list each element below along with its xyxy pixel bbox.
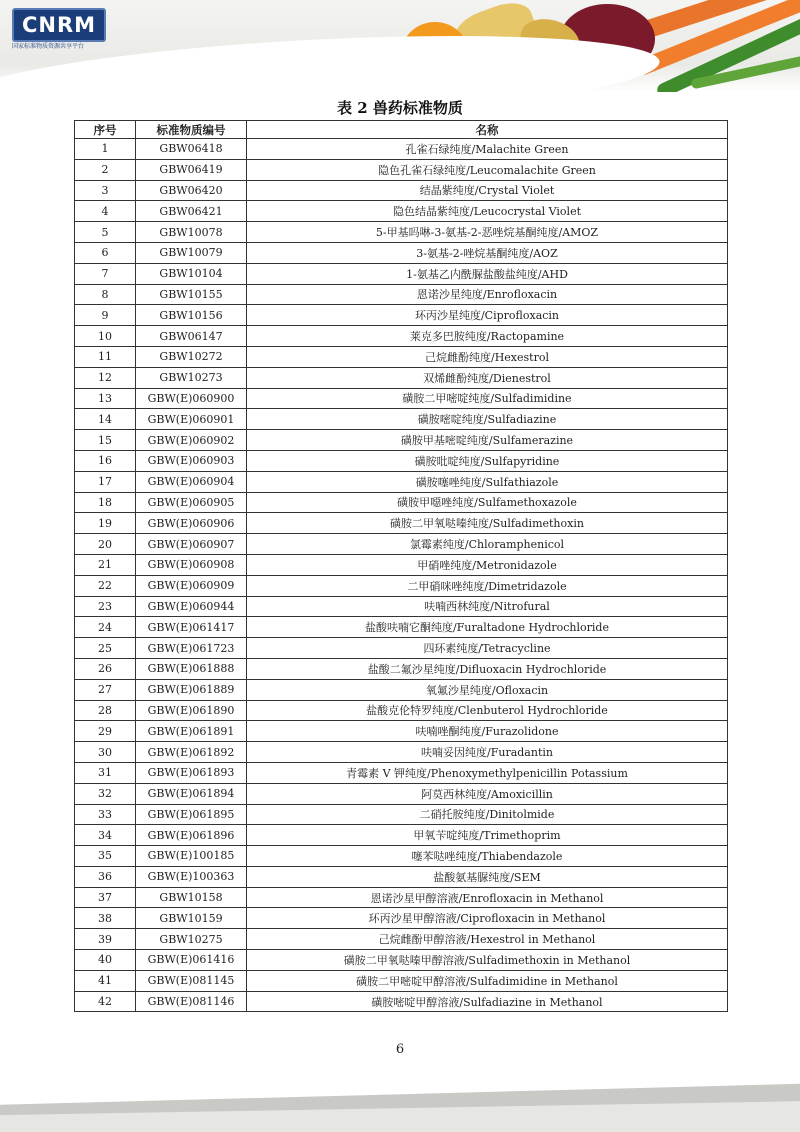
row-index: 35 [75,846,136,867]
table-row [75,825,728,846]
row-index: 18 [75,492,136,513]
row-index: 20 [75,534,136,555]
material-code: GBW(E)061417 [136,617,247,638]
material-name: 环丙沙星甲醇溶液/Ciprofloxacin in Methanol [247,908,728,929]
material-name: 磺胺嘧啶甲醇溶液/Sulfadiazine in Methanol [247,991,728,1012]
material-name: 莱克多巴胺纯度/Ractopamine [247,326,728,347]
row-index: 42 [75,991,136,1012]
table-row [75,575,728,596]
table-row [75,450,728,471]
row-index: 24 [75,617,136,638]
table-row [75,742,728,763]
material-code: GBW(E)061893 [136,762,247,783]
material-code: GBW(E)060907 [136,534,247,555]
material-name: 隐色结晶紫纯度/Leucocrystal Violet [247,201,728,222]
row-index: 31 [75,762,136,783]
table-row [75,534,728,555]
table-row [75,388,728,409]
material-code: GBW10104 [136,263,247,284]
material-name: 青霉素 V 钾纯度/Phenoxymethylpenicillin Potassium [247,762,728,783]
page-header [0,0,800,92]
material-code: GBW(E)061888 [136,658,247,679]
row-index: 21 [75,554,136,575]
row-index: 14 [75,409,136,430]
material-code: GBW10272 [136,346,247,367]
row-index: 22 [75,575,136,596]
material-code: GBW(E)081145 [136,970,247,991]
material-name: 盐酸呋喃它酮纯度/Furaltadone Hydrochloride [247,617,728,638]
logo-text: CNRM [12,8,106,42]
material-code: GBW(E)060905 [136,492,247,513]
material-code: GBW06421 [136,201,247,222]
cnrm-logo [12,8,128,48]
material-name: 磺胺二甲嘧啶纯度/Sulfadimidine [247,388,728,409]
table-row [75,159,728,180]
material-name: 磺胺甲噁唑纯度/Sulfamethoxazole [247,492,728,513]
row-index: 40 [75,950,136,971]
table-row [75,284,728,305]
material-code: GBW10156 [136,305,247,326]
material-name: 磺胺嘧啶纯度/Sulfadiazine [247,409,728,430]
table-row [75,180,728,201]
table-row [75,430,728,451]
row-index: 11 [75,346,136,367]
table-row [75,679,728,700]
material-name: 甲硝唑纯度/Metronidazole [247,554,728,575]
material-code: GBW(E)060908 [136,554,247,575]
row-index: 37 [75,887,136,908]
row-index: 30 [75,742,136,763]
material-name: 隐色孔雀石绿纯度/Leucomalachite Green [247,159,728,180]
material-code: GBW(E)061891 [136,721,247,742]
material-name: 四环素纯度/Tetracycline [247,638,728,659]
material-code: GBW06420 [136,180,247,201]
row-index: 34 [75,825,136,846]
table-row [75,908,728,929]
row-index: 38 [75,908,136,929]
row-index: 4 [75,201,136,222]
table-header-row [75,121,728,139]
material-code: GBW(E)061723 [136,638,247,659]
material-name: 氯霉素纯度/Chloramphenicol [247,534,728,555]
table-row [75,617,728,638]
material-name: 甲氧苄啶纯度/Trimethoprim [247,825,728,846]
material-code: GBW(E)060904 [136,471,247,492]
table-row [75,991,728,1012]
row-index: 23 [75,596,136,617]
column-header-code: 标准物质编号 [136,121,247,139]
table-title: 表 2 兽药标准物质 [337,99,463,117]
row-index: 2 [75,159,136,180]
material-name: 阿莫西林纯度/Amoxicillin [247,783,728,804]
table-row [75,700,728,721]
row-index: 5 [75,222,136,243]
row-index: 28 [75,700,136,721]
table-row [75,804,728,825]
row-index: 17 [75,471,136,492]
material-code: GBW10078 [136,222,247,243]
material-code: GBW(E)060906 [136,513,247,534]
material-name: 恩诺沙星纯度/Enrofloxacin [247,284,728,305]
material-name: 环丙沙星纯度/Ciprofloxacin [247,305,728,326]
logo-subtitle: 国家标准物质资源共享平台 [12,43,85,50]
row-index: 15 [75,430,136,451]
table-row [75,950,728,971]
material-name: 磺胺二甲嘧啶甲醇溶液/Sulfadimidine in Methanol [247,970,728,991]
table-row [75,513,728,534]
material-code: GBW(E)061416 [136,950,247,971]
material-name: 孔雀石绿纯度/Malachite Green [247,139,728,160]
material-name: 氧氟沙星纯度/Ofloxacin [247,679,728,700]
column-header-index: 序号 [75,121,136,139]
column-header-name: 名称 [247,121,728,139]
material-name: 磺胺吡啶纯度/Sulfapyridine [247,450,728,471]
page-number: 6 [395,1042,405,1057]
row-index: 12 [75,367,136,388]
material-code: GBW(E)060944 [136,596,247,617]
table-row [75,638,728,659]
table-row [75,846,728,867]
table-row [75,721,728,742]
material-name: 双烯雌酚纯度/Dienestrol [247,367,728,388]
material-name: 磺胺二甲氧哒嗪纯度/Sulfadimethoxin [247,513,728,534]
table-row [75,242,728,263]
row-index: 3 [75,180,136,201]
material-code: GBW(E)081146 [136,991,247,1012]
material-code: GBW(E)100185 [136,846,247,867]
table-row [75,596,728,617]
material-name: 1-氨基乙内酰脲盐酸盐纯度/AHD [247,263,728,284]
material-name: 结晶紫纯度/Crystal Violet [247,180,728,201]
table-row [75,263,728,284]
material-code: GBW(E)061889 [136,679,247,700]
material-code: GBW(E)061895 [136,804,247,825]
material-name: 5-甲基吗啉-3-氨基-2-恶唑烷基酮纯度/AMOZ [247,222,728,243]
material-code: GBW(E)060900 [136,388,247,409]
table-row [75,658,728,679]
material-name: 己烷雌酚纯度/Hexestrol [247,346,728,367]
row-index: 16 [75,450,136,471]
material-code: GBW06419 [136,159,247,180]
material-code: GBW(E)100363 [136,866,247,887]
table-row [75,367,728,388]
material-code: GBW(E)061896 [136,825,247,846]
material-code: GBW(E)060902 [136,430,247,451]
row-index: 29 [75,721,136,742]
material-code: GBW10079 [136,242,247,263]
row-index: 25 [75,638,136,659]
row-index: 27 [75,679,136,700]
table-row [75,471,728,492]
material-name: 磺胺噻唑纯度/Sulfathiazole [247,471,728,492]
material-name: 二硝托胺纯度/Dinitolmide [247,804,728,825]
material-name: 噻苯哒唑纯度/Thiabendazole [247,846,728,867]
table-row [75,866,728,887]
material-name: 盐酸克伦特罗纯度/Clenbuterol Hydrochloride [247,700,728,721]
material-name: 磺胺二甲氧哒嗪甲醇溶液/Sulfadimethoxin in Methanol [247,950,728,971]
table-row [75,326,728,347]
material-code: GBW10273 [136,367,247,388]
material-code: GBW10275 [136,929,247,950]
material-name: 盐酸氨基脲纯度/SEM [247,866,728,887]
row-index: 26 [75,658,136,679]
row-index: 7 [75,263,136,284]
material-code: GBW(E)061894 [136,783,247,804]
table-body [75,139,728,1012]
row-index: 19 [75,513,136,534]
material-name: 呋喃唑酮纯度/Furazolidone [247,721,728,742]
material-code: GBW10158 [136,887,247,908]
table-row [75,409,728,430]
material-name: 恩诺沙星甲醇溶液/Enrofloxacin in Methanol [247,887,728,908]
row-index: 1 [75,139,136,160]
material-name: 二甲硝咪唑纯度/Dimetridazole [247,575,728,596]
row-index: 13 [75,388,136,409]
table-row [75,201,728,222]
table-row [75,970,728,991]
table-row [75,492,728,513]
material-code: GBW06418 [136,139,247,160]
material-name: 己烷雌酚甲醇溶液/Hexestrol in Methanol [247,929,728,950]
material-code: GBW(E)061890 [136,700,247,721]
material-code: GBW(E)061892 [136,742,247,763]
row-index: 10 [75,326,136,347]
table-row [75,305,728,326]
material-code: GBW(E)060903 [136,450,247,471]
table-row [75,554,728,575]
material-name: 磺胺甲基嘧啶纯度/Sulfamerazine [247,430,728,451]
material-code: GBW10159 [136,908,247,929]
material-name: 盐酸二氟沙星纯度/Difluoxacin Hydrochloride [247,658,728,679]
table-row [75,139,728,160]
table-row [75,346,728,367]
material-code: GBW(E)060909 [136,575,247,596]
row-index: 36 [75,866,136,887]
table-row [75,783,728,804]
row-index: 8 [75,284,136,305]
material-code: GBW(E)060901 [136,409,247,430]
material-name: 呋喃西林纯度/Nitrofural [247,596,728,617]
material-code: GBW06147 [136,326,247,347]
table-row [75,929,728,950]
row-index: 33 [75,804,136,825]
material-name: 3-氨基-2-唑烷基酮纯度/AOZ [247,242,728,263]
row-index: 9 [75,305,136,326]
reference-materials-table [74,120,728,1012]
page-footer [0,1080,800,1132]
table-row [75,887,728,908]
material-name: 呋喃妥因纯度/Furadantin [247,742,728,763]
row-index: 39 [75,929,136,950]
material-code: GBW10155 [136,284,247,305]
row-index: 6 [75,242,136,263]
table-row [75,762,728,783]
table-row [75,222,728,243]
row-index: 32 [75,783,136,804]
row-index: 41 [75,970,136,991]
